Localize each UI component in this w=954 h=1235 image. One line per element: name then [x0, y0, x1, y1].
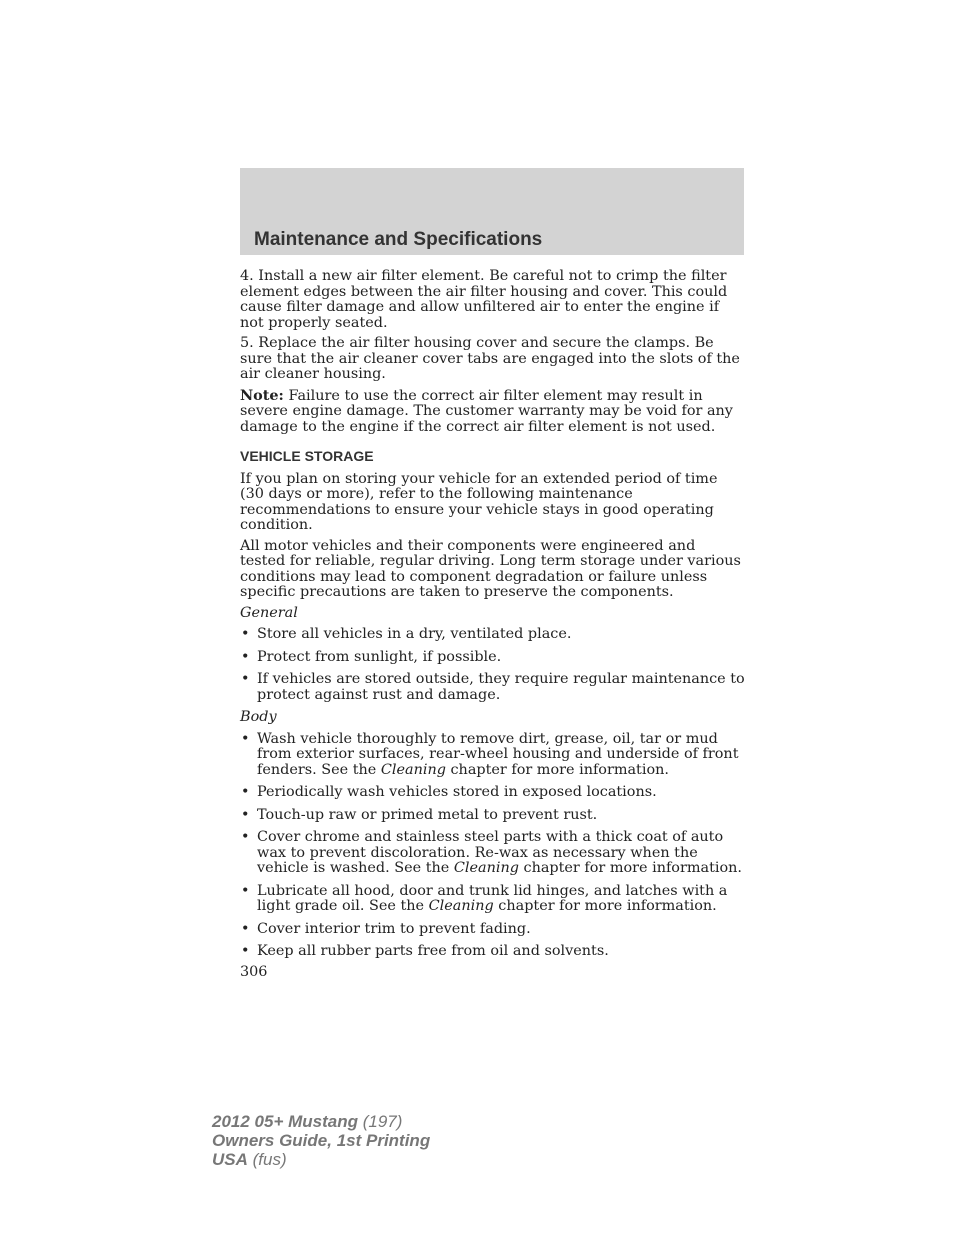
page-number: 306: [240, 963, 268, 980]
cleaning-reference: Cleaning: [428, 898, 494, 914]
item-text: chapter for more information.: [518, 860, 742, 876]
footer-line-3: [212, 1150, 430, 1169]
section-title: Maintenance and Specifications: [254, 229, 543, 250]
footer-model: 2012 05+ Mustang: [212, 1112, 358, 1131]
item-text: Lubricate all hood, door and trunk lid hinges, and latches with a light grade oil. See the: [257, 882, 728, 914]
list-item: • Protect from sunlight, if possible.: [240, 650, 745, 666]
body-subheading: Body: [240, 709, 277, 725]
footer-printing: Owners Guide, 1st Printing: [212, 1131, 431, 1150]
cleaning-reference: Cleaning: [380, 761, 446, 778]
list-item: • Periodically wash vehicles stored in exposed locations.: [240, 785, 745, 801]
footer-imprint: [212, 1112, 430, 1169]
footer-market-code: (fus): [247, 1150, 287, 1169]
list-item: • Touch-up raw or primed metal to prevent rust.: [240, 808, 745, 824]
list-item: [240, 732, 745, 779]
list-item: • Store all vehicles in a dry, ventilated place.: [240, 627, 745, 643]
general-list: [240, 627, 745, 703]
footer-model-code: (197): [358, 1112, 403, 1131]
footer-market: USA: [212, 1150, 248, 1169]
step-5: 5. Replace the air filter housing cover and secure the clamps. Be sure that the air cleaner cover tabs are engaged into the slots of the air cleaner housing.: [240, 335, 740, 382]
item-text: chapter for more information.: [445, 761, 669, 778]
storage-intro-2: All motor vehicles and their components were engineered and tested for reliable, regular driving. Long term storage under various conditions may lead to component degradation or failure unless specific precautions are taken to preserve the components.: [240, 537, 741, 600]
body-list: [240, 732, 745, 960]
storage-intro-1: If you plan on storing your vehicle for an extended period of time (30 days or more), refer to the following maintenance recommendations to ensure your vehicle stays in good operating condition.: [240, 470, 718, 533]
note-label: Note:: [240, 386, 284, 404]
page-content: [240, 269, 745, 980]
vehicle-storage-heading: VEHICLE STORAGE: [240, 448, 374, 464]
note-text: Failure to use the correct air filter element may result in severe engine damage. The customer warranty may be void for any damage to the engine if the correct air filter element is not used.: [240, 387, 733, 435]
general-subheading: General: [240, 604, 298, 621]
item-text: Wash vehicle thoroughly to remove dirt, grease, oil, tar or mud from exterior surfaces, rear-wheel housing and underside of front fenders. See the: [257, 730, 739, 778]
list-item: [240, 884, 745, 915]
item-text: Cover chrome and stainless steel parts with a thick coat of auto wax to prevent discoloration. Re-wax as necessary when the vehicle is washed. See the: [257, 829, 724, 876]
item-text: chapter for more information.: [493, 898, 717, 914]
footer-line-2: [212, 1131, 430, 1150]
list-item: • If vehicles are stored outside, they require regular maintenance to protect against rust and damage.: [240, 672, 745, 703]
section-header-band: [240, 168, 744, 255]
footer-line-1: [212, 1112, 430, 1131]
list-item: [240, 830, 745, 877]
list-item: • Keep all rubber parts free from oil and solvents.: [240, 944, 745, 960]
list-item: • Cover interior trim to prevent fading.: [240, 922, 745, 938]
note-paragraph: [240, 388, 745, 436]
step-4: 4. Install a new air filter element. Be careful not to crimp the filter element edges between the air filter housing and cover. This could cause filter damage and allow unfiltered air to enter the engine if not properly seated.: [240, 268, 728, 331]
cleaning-reference: Cleaning: [453, 860, 519, 876]
